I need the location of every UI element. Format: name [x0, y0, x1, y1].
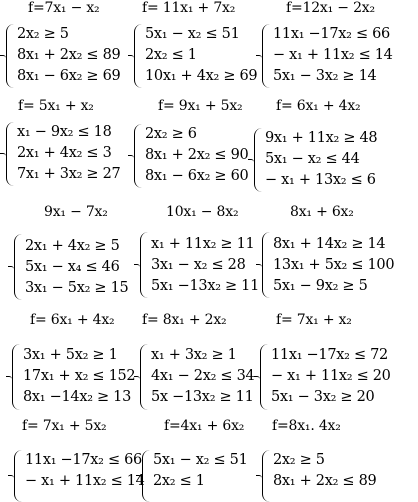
- left-brace: [140, 232, 149, 298]
- constraint: 2x₂ ≥ 5: [17, 26, 69, 42]
- left-brace: [262, 232, 271, 298]
- objective-function: f= 11x₁ + 7x₂: [142, 0, 236, 16]
- constraint: 8x₁ − 6x₂ ≥ 69: [17, 68, 121, 84]
- left-brace: [14, 450, 23, 502]
- left-brace: [6, 122, 15, 186]
- constraint: 5x −13x₂ ≥ 11: [151, 389, 254, 405]
- constraint: 8x₁ + 2x₂ ≤ 89: [273, 473, 377, 489]
- constraint: 8x₁ + 14x₂ ≥ 14: [273, 236, 386, 252]
- constraint: 2x₂ ≥ 5: [273, 452, 325, 468]
- constraint: 17x₁ + x₂ ≤ 152: [23, 368, 136, 384]
- constraint: 8x₁ −14x₂ ≥ 13: [23, 389, 132, 405]
- constraint: − x₁ + 13x₂ ≤ 6: [265, 172, 376, 188]
- objective-function: f=4x₁ + 6x₂: [164, 418, 245, 434]
- constraint: 4x₁ − 2x₂ ≤ 34: [151, 368, 255, 384]
- constraint: 7x₁ + 3x₂ ≥ 27: [17, 166, 121, 182]
- left-brace: [254, 128, 263, 192]
- constraint: 5x₁ − x₄ ≤ 46: [25, 259, 120, 275]
- constraint: 11x₁ −17x₂ ≤ 66: [273, 26, 390, 42]
- left-brace: [6, 24, 15, 88]
- objective-function: f= 6x₁ + 4x₂: [276, 98, 361, 114]
- constraint: 3x₁ + 5x₂ ≥ 1: [23, 347, 118, 363]
- left-brace: [134, 24, 143, 88]
- objective-function: f= 7x₁ + 5x₂: [22, 418, 107, 434]
- constraint: 5x₁ − x₂ ≤ 44: [265, 151, 360, 167]
- constraint: 10x₁ + 4x₂ ≥ 69: [145, 68, 258, 84]
- objective-function: f= 7x₁ + x₂: [276, 312, 352, 328]
- constraint: 11x₁ −17x₂ ≤ 66: [25, 452, 142, 468]
- constraint: 2x₁ + 4x₂ ≤ 3: [17, 145, 112, 161]
- constraint: 9x₁ + 11x₂ ≥ 48: [265, 130, 378, 146]
- constraint: 2x₂ ≥ 6: [145, 126, 197, 142]
- objective-function: 8x₁ + 6x₂: [290, 204, 354, 220]
- objective-function: 9x₁ − 7x₂: [44, 204, 108, 220]
- constraint: 8x₁ − 6x₂ ≥ 60: [145, 168, 249, 184]
- constraint: 3x₁ − 5x₂ ≥ 15: [25, 280, 129, 296]
- constraint: 5x₁ − 3x₂ ≥ 20: [271, 389, 375, 405]
- left-brace: [12, 344, 21, 410]
- objective-function: f= 9x₁ + 5x₂: [158, 98, 243, 114]
- constraint: 5x₁ − x₂ ≤ 51: [145, 26, 240, 42]
- constraint: 2x₂ ≤ 1: [153, 473, 205, 489]
- constraint: x₁ − 9x₂ ≤ 18: [17, 124, 112, 140]
- left-brace: [14, 234, 23, 300]
- left-brace: [262, 450, 271, 502]
- constraint: 5x₁ − x₂ ≤ 51: [153, 452, 248, 468]
- constraint: 5x₁ − 3x₂ ≥ 14: [273, 68, 377, 84]
- constraint: 13x₁ + 5x₂ ≤ 100: [273, 257, 395, 273]
- constraint: x₁ + 3x₂ ≥ 1: [151, 347, 237, 363]
- constraint: 8x₁ + 2x₂ ≤ 89: [17, 47, 121, 63]
- left-brace: [140, 344, 149, 410]
- constraint: − x₁ + 11x₂ ≤ 20: [271, 368, 391, 384]
- constraint: 5x₁ − 9x₂ ≥ 5: [273, 278, 368, 294]
- objective-function: 10x₁ − 8x₂: [166, 204, 239, 220]
- constraint: 3x₁ − x₂ ≤ 28: [151, 257, 246, 273]
- objective-function: f=8x₁. 4x₂: [272, 418, 341, 434]
- objective-function: f= 5x₁ + x₂: [18, 98, 94, 114]
- objective-function: f=7x₁ − x₂: [28, 0, 100, 16]
- constraint: − x₁ + 11x₂ ≤ 14: [273, 47, 393, 63]
- left-brace: [262, 24, 271, 88]
- constraint: 8x₁ + 2x₂ ≤ 90: [145, 147, 249, 163]
- objective-function: f=12x₁ − 2x₂: [286, 0, 375, 16]
- constraint: − x₁ + 11x₂ ≤ 14: [25, 473, 145, 489]
- objective-function: f= 6x₁ + 4x₂: [30, 312, 115, 328]
- left-brace: [260, 344, 269, 410]
- left-brace: [142, 450, 151, 502]
- left-brace: [134, 124, 143, 188]
- constraint: 2x₂ ≤ 1: [145, 47, 197, 63]
- objective-function: f= 8x₁ + 2x₂: [142, 312, 227, 328]
- constraint: x₁ + 11x₂ ≥ 11: [151, 236, 255, 252]
- constraint: 2x₁ + 4x₂ ≥ 5: [25, 238, 120, 254]
- constraint: 11x₁ −17x₂ ≤ 72: [271, 347, 388, 363]
- constraint: 5x₁ −13x₂ ≥ 11: [151, 278, 260, 294]
